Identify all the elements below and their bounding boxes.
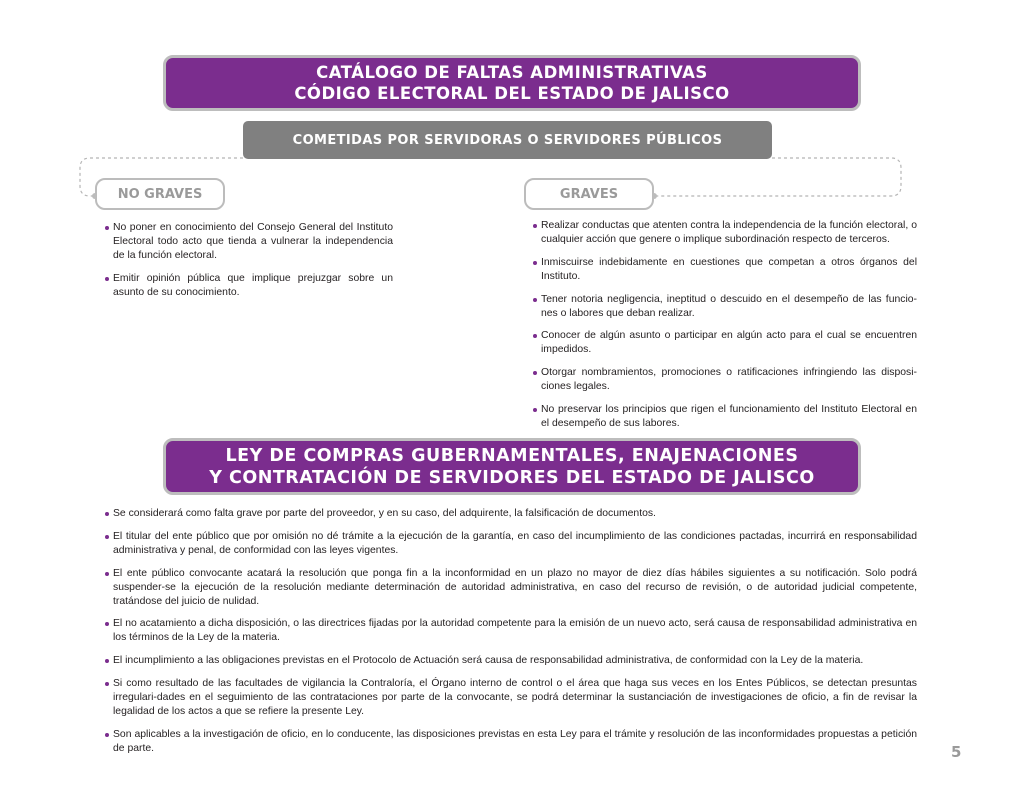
- subtitle-bar: COMETIDAS POR SERVIDORAS O SERVIDORES PÚBLICOS: [243, 121, 772, 159]
- list-item: Inmiscuirse indebidamente en cuestiones que competan a otros órganos del Instituto.: [533, 256, 917, 284]
- no-graves-list: [105, 221, 393, 309]
- ley-list: [105, 507, 917, 765]
- list-item: Realizar conductas que atenten contra la independencia de la función electoral, o cualquier acción que genere o implique subordinación respecto de terceros.: [533, 219, 917, 247]
- ley-title-banner: [163, 438, 861, 495]
- list-item: Otorgar nombramientos, promociones o ratificaciones infringiendo las disposi-ciones legales.: [533, 366, 917, 394]
- graves-label: GRAVES: [524, 178, 654, 210]
- list-item: No preservar los principios que rigen el funcionamiento del Instituto Electoral en el desempeño de sus labores.: [533, 403, 917, 431]
- catalog-title-line2: CÓDIGO ELECTORAL DEL ESTADO DE JALISCO: [294, 84, 730, 103]
- graves-list: [533, 219, 917, 440]
- list-item: Se considerará como falta grave por parte del proveedor, y en su caso, del adquirente, la falsificación de documentos.: [105, 507, 917, 521]
- list-item: Emitir opinión pública que implique prejuzgar sobre un asunto de su conocimiento.: [105, 272, 393, 300]
- list-item: El no acatamiento a dicha disposición, o las directrices fijadas por la autoridad competente para la emisión de un nuevo acto, será causa de responsabilidad administrativa en los términos de la Ley de la materia.: [105, 617, 917, 645]
- catalog-title-line1: CATÁLOGO DE FALTAS ADMINISTRATIVAS: [316, 63, 708, 82]
- list-item: No poner en conocimiento del Consejo General del Instituto Electoral todo acto que tienda a vulnerar la independencia de la función electoral.: [105, 221, 393, 263]
- ley-title-line2: Y CONTRATACIÓN DE SERVIDORES DEL ESTADO DE JALISCO: [209, 467, 815, 488]
- no-graves-label: NO GRAVES: [95, 178, 225, 210]
- list-item: Son aplicables a la investigación de oficio, en lo conducente, las disposiciones previstas en esta Ley para el trámite y resolución de las inconformidades propuestas a petición de parte.: [105, 728, 917, 756]
- list-item: Tener notoria negligencia, ineptitud o descuido en el desempeño de las funcio-nes o labores que deban realizar.: [533, 293, 917, 321]
- list-item: El titular del ente público que por omisión no dé trámite a la ejecución de la garantía, en caso del incumplimiento de las condiciones pactadas, incurrirá en responsabilidad administrativa y penal, de conformidad con las leyes vigentes.: [105, 530, 917, 558]
- page-number: 5: [951, 743, 962, 761]
- list-item: Si como resultado de las facultades de vigilancia la Contraloría, el Órgano interno de control o el área que haga sus veces en los Entes Públicos, se detectan presuntas irregulari-dades en el seguimiento de las contrataciones por parte de la convocante, se podrá determinar la sustanciación de investigaciones de oficio, a fin de revisar la legalidad de los actos a que se refiere la presente Ley.: [105, 677, 917, 719]
- list-item: Conocer de algún asunto o participar en algún acto para el cual se encuentren impedidos.: [533, 329, 917, 357]
- list-item: El ente público convocante acatará la resolución que ponga fin a la inconformidad en un plazo no mayor de diez días hábiles siguientes a su notificación. Solo podrá suspender-se la ejecución de la resolución mediante determinación de autoridad administrativa, en caso del recurso de revisión, o de autoridad judicial competente, tratándose del juicio de nulidad.: [105, 567, 917, 609]
- ley-title-line1: LEY DE COMPRAS GUBERNAMENTALES, ENAJENACIONES: [225, 445, 799, 466]
- list-item: El incumplimiento a las obligaciones previstas en el Protocolo de Actuación será causa de responsabilidad administrativa, de conformidad con la Ley de la materia.: [105, 654, 917, 668]
